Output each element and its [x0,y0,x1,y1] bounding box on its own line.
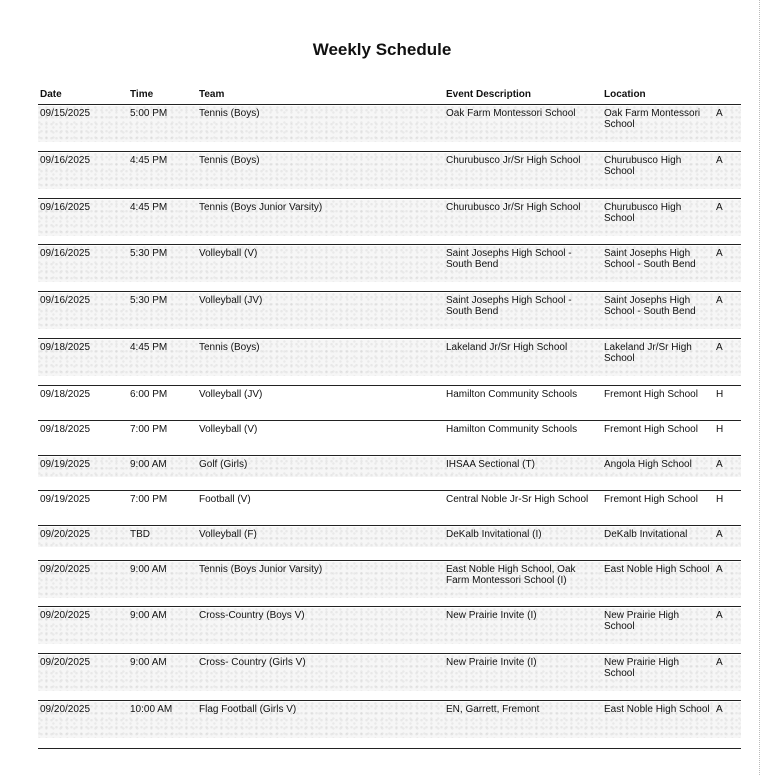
row-team: Football (V) [199,494,251,505]
row-home-away: A [716,704,723,715]
row-team: Tennis (Boys) [199,108,260,119]
row-date: 09/16/2025 [40,248,91,259]
row-date: 09/16/2025 [40,155,91,166]
table-row [38,106,741,142]
table-row [38,655,741,691]
row-home-away: A [716,295,723,306]
row-divider [38,244,741,245]
row-event-description: Lakeland Jr/Sr High School [446,342,568,353]
row-time: 5:30 PM [130,295,168,306]
row-event-description: East Noble High School, Oak Farm Montessori School (I) [446,564,576,586]
row-divider [38,420,741,421]
row-event-description: New Prairie Invite (I) [446,657,537,668]
bottom-divider [38,748,741,749]
row-divider [38,700,741,701]
row-team: Volleyball (V) [199,248,258,259]
row-time: 10:00 AM [130,704,173,715]
row-date: 09/20/2025 [40,704,91,715]
row-home-away: H [716,389,724,400]
row-date: 09/15/2025 [40,108,91,119]
row-location: New Prairie High School [604,610,680,632]
row-date: 09/20/2025 [40,564,91,575]
row-home-away: A [716,657,723,668]
row-event-description: Oak Farm Montessori School [446,108,576,119]
row-date: 09/20/2025 [40,657,91,668]
row-team: Volleyball (JV) [199,389,263,400]
header-event-description: Event Description [446,89,532,100]
row-time: 7:00 PM [130,494,168,505]
row-location: Fremont High School [604,389,698,400]
row-divider [38,385,741,386]
header-time: Time [130,89,154,100]
row-team: Volleyball (F) [199,529,257,540]
row-home-away: A [716,459,723,470]
table-header [0,89,764,105]
row-team: Tennis (Boys Junior Varsity) [199,564,323,575]
row-time: 7:00 PM [130,424,168,435]
row-location: Angola High School [604,459,692,470]
row-home-away: A [716,108,723,119]
table-row [38,340,741,376]
row-time: 5:00 PM [130,108,168,119]
row-team: Volleyball (JV) [199,295,263,306]
row-location: New Prairie High School [604,657,680,679]
row-divider [38,560,741,561]
row-home-away: A [716,564,723,575]
row-event-description: New Prairie Invite (I) [446,610,537,621]
header-date: Date [40,89,62,100]
row-time: 5:30 PM [130,248,168,259]
row-event-description: Central Noble Jr-Sr High School [446,494,589,505]
row-time: 9:00 AM [130,564,167,575]
row-time: 9:00 AM [130,459,167,470]
header-team: Team [199,89,225,100]
table-row [38,492,741,508]
table-row [38,153,741,189]
row-divider [38,104,741,105]
row-team: Tennis (Boys Junior Varsity) [199,202,323,213]
row-divider [38,151,741,152]
row-date: 09/16/2025 [40,202,91,213]
row-home-away: A [716,610,723,621]
row-event-description: EN, Garrett, Fremont [446,704,540,715]
row-team: Cross- Country (Girls V) [199,657,306,668]
row-home-away: A [716,248,723,259]
row-date: 09/18/2025 [40,389,91,400]
row-divider [38,338,741,339]
row-location: DeKalb Invitational [604,529,688,540]
table-row [38,562,741,598]
row-divider [38,606,741,607]
row-event-description: DeKalb Invitational (I) [446,529,542,540]
row-location: Saint Josephs High School - South Bend [604,248,696,270]
row-home-away: A [716,202,723,213]
row-date: 09/20/2025 [40,610,91,621]
row-home-away: H [716,424,724,435]
table-row [38,200,741,236]
row-location: Churubusco High School [604,155,682,177]
row-divider [38,525,741,526]
row-divider [38,291,741,292]
row-time: 9:00 AM [130,610,167,621]
row-location: Oak Farm Montessori School [604,108,701,130]
row-date: 09/18/2025 [40,424,91,435]
row-home-away: A [716,155,723,166]
row-date: 09/18/2025 [40,342,91,353]
row-location: East Noble High School [604,704,710,715]
row-team: Tennis (Boys) [199,155,260,166]
row-time: 6:00 PM [130,389,168,400]
row-event-description: Hamilton Community Schools [446,424,578,435]
row-location: Fremont High School [604,494,698,505]
row-event-description: Saint Josephs High School - South Bend [446,295,572,317]
row-date: 09/19/2025 [40,494,91,505]
row-home-away: A [716,529,723,540]
row-team: Golf (Girls) [199,459,248,470]
row-date: 09/20/2025 [40,529,91,540]
row-home-away: A [716,342,723,353]
row-event-description: Saint Josephs High School - South Bend [446,248,572,270]
row-date: 09/19/2025 [40,459,91,470]
table-row [38,457,741,477]
row-divider [38,490,741,491]
row-time: 4:45 PM [130,342,168,353]
row-time: 9:00 AM [130,657,167,668]
page-edge [759,0,764,775]
row-location: Churubusco High School [604,202,682,224]
row-team: Cross-Country (Boys V) [199,610,305,621]
row-divider [38,198,741,199]
table-row [38,702,741,738]
table-row [38,527,741,547]
row-location: East Noble High School [604,564,710,575]
row-divider [38,653,741,654]
row-divider [38,455,741,456]
row-event-description: Churubusco Jr/Sr High School [446,202,581,213]
row-time: 4:45 PM [130,202,168,213]
row-home-away: H [716,494,724,505]
row-time: 4:45 PM [130,155,168,166]
row-event-description: IHSAA Sectional (T) [446,459,535,470]
row-team: Flag Football (Girls V) [199,704,297,715]
table-row [38,608,741,644]
table-row [38,246,741,282]
table-row [38,422,741,438]
row-location: Fremont High School [604,424,698,435]
table-row [38,387,741,403]
row-location: Lakeland Jr/Sr High School [604,342,692,364]
row-event-description: Hamilton Community Schools [446,389,578,400]
row-time: TBD [130,529,150,540]
row-team: Volleyball (V) [199,424,258,435]
table-row [38,293,741,329]
page-title: Weekly Schedule [312,40,452,59]
row-location: Saint Josephs High School - South Bend [604,295,696,317]
header-location: Location [604,89,646,100]
row-date: 09/16/2025 [40,295,91,306]
row-event-description: Churubusco Jr/Sr High School [446,155,581,166]
row-team: Tennis (Boys) [199,342,260,353]
